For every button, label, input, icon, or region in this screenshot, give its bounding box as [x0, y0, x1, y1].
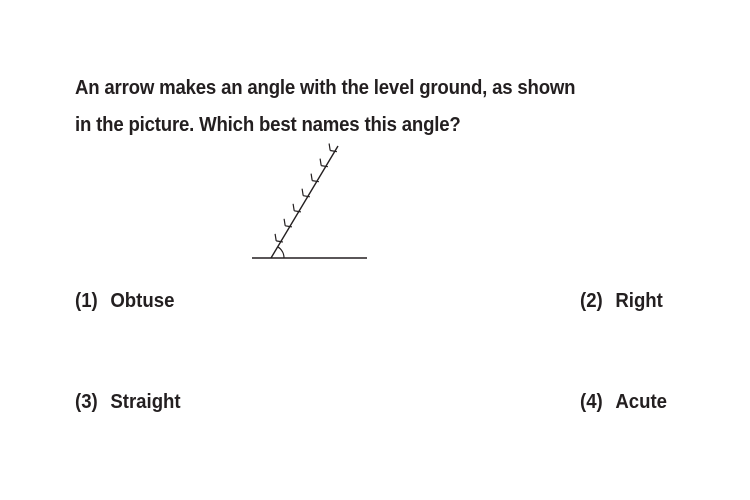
- choice-label: Right: [615, 290, 663, 312]
- choice-4-acute[interactable]: [580, 391, 667, 414]
- choice-number: (4): [580, 391, 603, 413]
- choice-label: Obtuse: [110, 290, 175, 312]
- choice-label: Straight: [110, 391, 181, 413]
- arrow-angle-figure: [240, 140, 380, 265]
- choice-3-straight[interactable]: [75, 391, 181, 414]
- choice-label: Acute: [615, 391, 668, 413]
- question-line-1: An arrow makes an angle with the level ground, as shown: [75, 77, 576, 99]
- choice-1-obtuse[interactable]: [75, 290, 174, 313]
- choice-number: (3): [75, 391, 98, 413]
- question-text: [75, 70, 596, 144]
- question-line-2: in the picture. Which best names this angle?: [75, 114, 461, 136]
- choice-number: (2): [580, 290, 603, 312]
- arrow-fletching-icon: [275, 144, 337, 243]
- choice-number: (1): [75, 290, 98, 312]
- choice-2-right[interactable]: [580, 290, 663, 313]
- angle-arc-icon: [278, 247, 284, 258]
